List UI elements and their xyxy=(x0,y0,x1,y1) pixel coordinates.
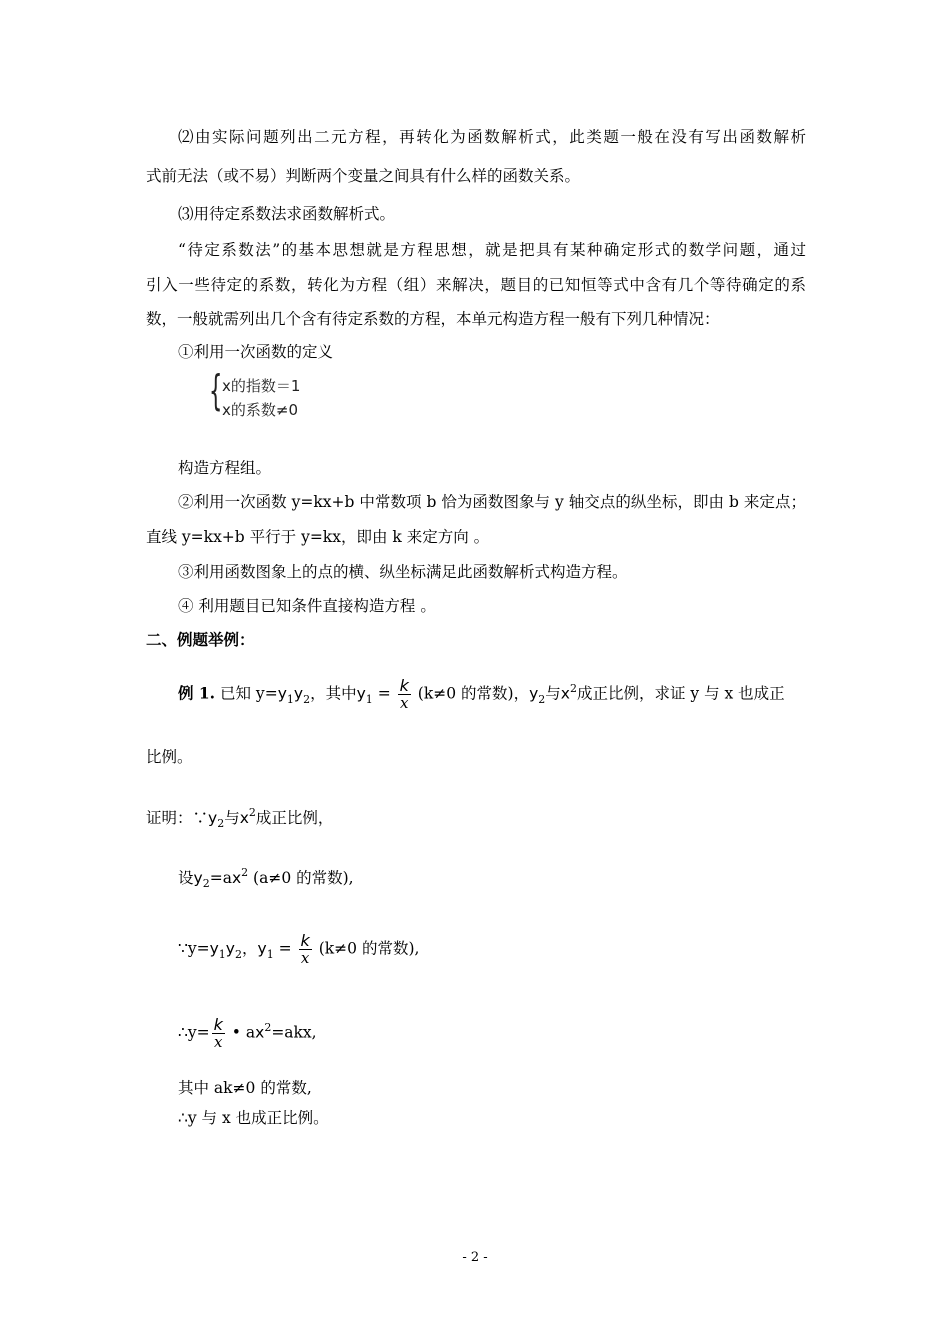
para-line: 引入一些待定的系数，转化为方程（组）来解决，题目的已知恒等式中含有几个等待确定的系 xyxy=(146,276,806,294)
proof-line-4: ∴y= $\frac{k}{x}$ • $ax^2=akx$, xyxy=(178,1015,317,1051)
para-line: ①利用一次函数的定义 xyxy=(178,343,334,361)
fraction-k-over-x: $\frac{k}{x}$ xyxy=(399,676,409,712)
para-line: 直线 y=kx+b 平行于 y=kx，即由 k 来定方向 。 xyxy=(146,528,490,546)
para-line: ⑵由实际问题列出二元方程，再转化为函数解析式，此类题一般在没有写出函数解析 xyxy=(178,128,806,146)
fraction-k-over-x: $\frac{k}{x}$ xyxy=(300,931,310,967)
para-line: ④ 利用题目已知条件直接构造方程 。 xyxy=(178,597,436,615)
brace-symbol: { xyxy=(209,366,223,415)
section-heading: 二、例题举例： xyxy=(146,630,255,649)
para-line: ②利用一次函数 y=kx+b 中常数项 b 恰为函数图象与 y 轴交点的纵坐标，即由 b 来定点； xyxy=(178,493,806,511)
para-line: 数，一般就需列出几个含有待定系数的方程，本单元构造方程一般有下列几种情况： xyxy=(146,310,720,328)
proof-line-3: $\because y=y_1y_2$，$y_1$ = $\frac{k}{x}$ (k≠0 的常数), xyxy=(178,931,420,967)
proof-line-5: 其中 ak≠0 的常数, xyxy=(178,1079,312,1097)
system-equation-1: x的指数＝1 xyxy=(222,377,301,395)
fraction-k-over-x: $\frac{k}{x}$ xyxy=(213,1015,223,1051)
example-1-continuation: 比例。 xyxy=(146,748,193,766)
proof-line-6: ∴y 与 x 也成正比例。 xyxy=(178,1109,329,1127)
para-line: 式前无法（或不易）判断两个变量之间具有什么样的函数关系。 xyxy=(146,167,581,185)
system-equation-2: x的系数≠0 xyxy=(222,401,298,419)
para-line: 构造方程组。 xyxy=(178,459,272,477)
example-1-line: 例 1. 已知 $y=y_1y_2$，其中$y_1$ = $\frac{k}{x}$ (k≠0 的常数)，$y_2$与$x^2$成正比例，求证 y 与 x 也成正 xyxy=(178,676,785,712)
para-line: ⑶用待定系数法求函数解析式。 xyxy=(178,205,396,223)
proof-line-2: 设$y_2=ax^2$ (a≠0 的常数), xyxy=(178,866,354,890)
proof-line-1: 证明：$\because y_2$与$x^2$成正比例， xyxy=(146,806,334,830)
para-line: ③利用函数图象上的点的横、纵坐标满足此函数解析式构造方程。 xyxy=(178,563,628,581)
page-number: - 2 - xyxy=(462,1250,488,1265)
para-line: “待定系数法”的基本思想就是方程思想，就是把具有某种确定形式的数学问题，通过 xyxy=(178,241,806,259)
